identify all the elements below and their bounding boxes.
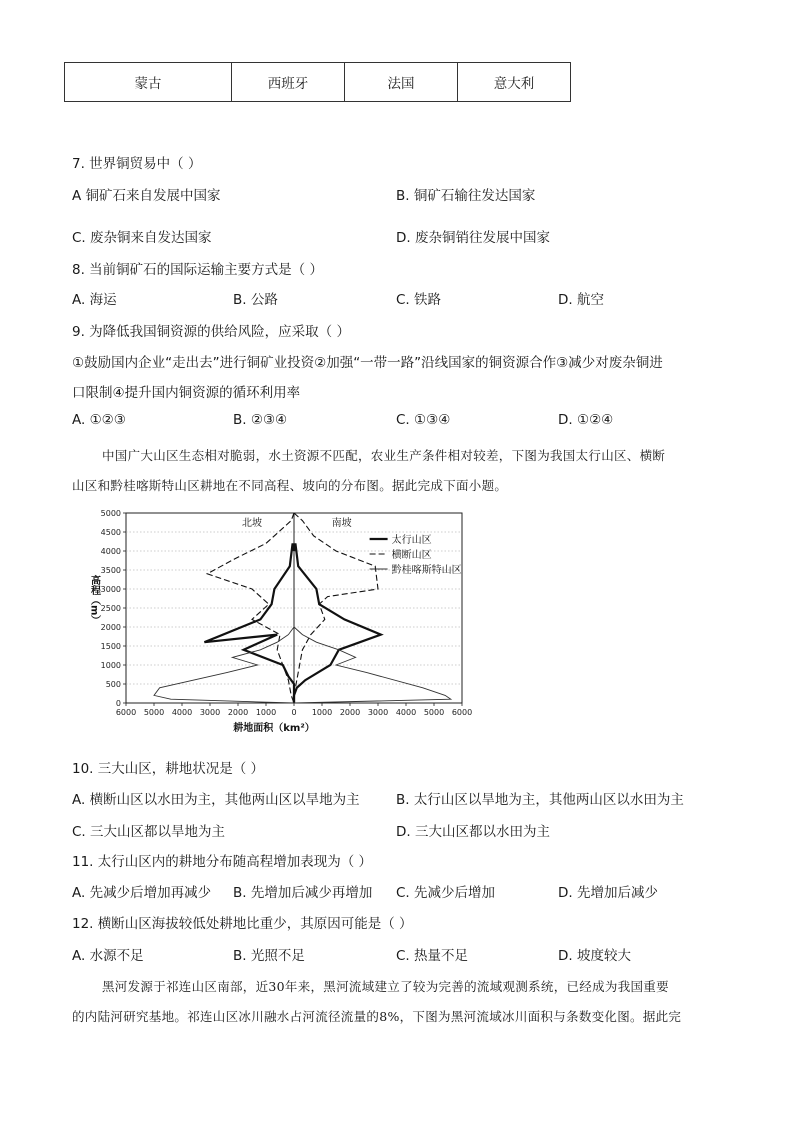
x-tick-label: 3000	[199, 708, 221, 717]
x-tick-label: 2000	[227, 708, 249, 717]
x-tick-label: 5000	[423, 708, 445, 717]
q10-stem: 10. 三大山区，耕地状况是（ ）	[72, 761, 265, 777]
x-tick-label: 6000	[451, 708, 473, 717]
q7-option-c[interactable]: C. 废杂铜来自发达国家	[72, 230, 212, 246]
legend-label: 横断山区	[391, 550, 432, 561]
q12-option-a[interactable]: A. 水源不足	[72, 948, 144, 964]
cropland-elevation-chart	[84, 505, 474, 745]
q10-option-a[interactable]: A. 横断山区以水田为主，其他两山区以旱地为主	[72, 792, 360, 808]
q8-option-a[interactable]: A. 海运	[72, 292, 117, 308]
q8-option-b[interactable]: B. 公路	[233, 292, 278, 308]
q12-option-b[interactable]: B. 光照不足	[233, 948, 305, 964]
y-tick-label: 2000	[100, 623, 121, 632]
q11-option-a[interactable]: A. 先减少后增加再减少	[72, 885, 212, 901]
q9-option-b[interactable]: B. ②③④	[233, 412, 288, 428]
y-tick-label: 0	[115, 699, 121, 708]
q8-stem: 8. 当前铜矿石的国际运输主要方式是（ ）	[72, 262, 323, 278]
q12-stem: 12. 横断山区海拔较低处耕地比重少，其原因可能是（ ）	[72, 916, 413, 932]
y-tick-label: 5000	[100, 509, 121, 518]
legend-label: 黔桂喀斯特山区	[391, 565, 462, 576]
q7-stem: 7. 世界铜贸易中（ ）	[72, 156, 202, 172]
q10-option-c[interactable]: C. 三大山区都以旱地为主	[72, 824, 226, 840]
table-cell-italy: 意大利	[458, 63, 571, 102]
q11-option-d[interactable]: D. 先增加后减少	[558, 885, 658, 901]
table-cell-mongolia: 蒙古	[65, 63, 232, 102]
passage1-line1: 中国广大山区生态相对脆弱，水土资源不匹配，农业生产条件相对较差，下图为我国太行山区、横断	[102, 448, 666, 463]
y-tick-label: 4000	[100, 547, 121, 556]
q12-option-c[interactable]: C. 热量不足	[396, 948, 469, 964]
q12-option-d[interactable]: D. 坡度较大	[558, 948, 631, 964]
x-tick-label: 5000	[143, 708, 165, 717]
q11-option-c[interactable]: C. 先减少后增加	[396, 885, 496, 901]
q8-option-c[interactable]: C. 铁路	[396, 292, 442, 308]
x-tick-label: 3000	[367, 708, 389, 717]
q9-option-a[interactable]: A. ①②③	[72, 412, 126, 428]
x-tick-label: 2000	[339, 708, 361, 717]
north-slope-label: 北坡	[242, 518, 262, 529]
y-tick-label: 500	[105, 680, 121, 689]
x-axis-label: 耕地面积（km²）	[233, 723, 315, 734]
x-tick-label: 1000	[255, 708, 277, 717]
q7-option-d[interactable]: D. 废杂铜销往发展中国家	[396, 230, 550, 246]
x-tick-label: 1000	[311, 708, 333, 717]
x-tick-label: 4000	[171, 708, 193, 717]
y-tick-label: 1500	[100, 642, 121, 651]
q9-option-c[interactable]: C. ①③④	[396, 412, 451, 428]
x-tick-label: 0	[291, 708, 297, 717]
q9-stem: 9. 为降低我国铜资源的供给风险，应采取（ ）	[72, 324, 350, 340]
q10-option-d[interactable]: D. 三大山区都以水田为主	[396, 824, 550, 840]
legend-label: 太行山区	[391, 535, 432, 546]
q8-option-d[interactable]: D. 航空	[558, 292, 604, 308]
x-tick-label: 4000	[395, 708, 417, 717]
table-cell-spain: 西班牙	[232, 63, 345, 102]
y-tick-label: 1000	[100, 661, 121, 670]
table-cell-france: 法国	[345, 63, 458, 102]
y-axis-label: 高程（m）	[88, 575, 100, 626]
q11-option-b[interactable]: B. 先增加后减少再增加	[233, 885, 373, 901]
q9-option-d[interactable]: D. ①②④	[558, 412, 614, 428]
x-tick-label: 6000	[115, 708, 137, 717]
y-tick-label: 2500	[100, 604, 121, 613]
q10-option-b[interactable]: B. 太行山区以旱地为主，其他两山区以水田为主	[396, 792, 684, 808]
y-tick-label: 3000	[100, 585, 121, 594]
y-tick-label: 3500	[100, 566, 121, 575]
y-tick-label: 4500	[100, 528, 121, 537]
country-table	[64, 62, 571, 102]
south-slope-label: 南坡	[331, 518, 352, 529]
passage1-line2: 山区和黔桂喀斯特山区耕地在不同高程、坡向的分布图。据此完成下面小题。	[72, 478, 508, 493]
q9-body-line2: 口限制④提升国内铜资源的循环利用率	[72, 385, 301, 401]
q9-body-line1: ①鼓励国内企业“走出去”进行铜矿业投资②加强“一带一路”沿线国家的铜资源合作③减少对废杂铜进	[72, 355, 663, 371]
q7-option-b[interactable]: B. 铜矿石输往发达国家	[396, 188, 536, 204]
q7-option-a[interactable]: A 铜矿石来自发展中国家	[72, 188, 221, 204]
q11-stem: 11. 太行山区内的耕地分布随高程增加表现为（ ）	[72, 854, 373, 870]
passage2-line2: 的内陆河研究基地。祁连山区冰川融水占河流径流量的8%，下图为黑河流域冰川面积与条数变化图。据此完	[72, 1009, 682, 1024]
passage2-line1: 黑河发源于祁连山区南部，近30年来，黑河流域建立了较为完善的流域观测系统，已经成为我国重要	[102, 979, 669, 994]
